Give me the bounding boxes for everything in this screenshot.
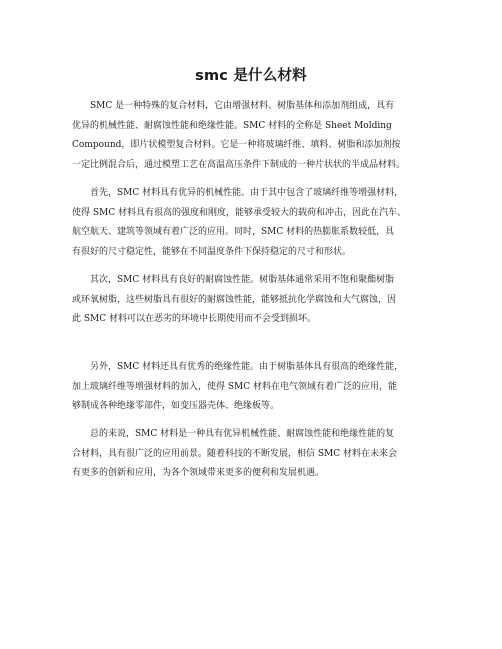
paragraph-line: 有更多的创新和应用，为各个领域带来更多的便利和发展机遇。 [72, 468, 325, 478]
paragraph-line: Compound，即片状模塑复合材料。它是一种将玻璃纤维、填料、树脂和添加剂按 [72, 140, 401, 150]
paragraph-line: 使得 SMC 材料具有很高的强度和刚度，能够承受较大的载荷和冲击，因此在汽车、 [72, 207, 406, 218]
paragraph-line: 航空航天、建筑等领域有着广泛的应用。同时，SMC 材料的热膨胀系数较低，具 [72, 227, 395, 237]
paragraph-line: 首先，SMC 材料具有优异的机械性能。由于其中包含了玻璃纤维等增强材料， [90, 188, 404, 198]
document-title: smc 是什么材料 [195, 68, 307, 84]
paragraph-line: 总的来说，SMC 材料是一种具有优异机械性能、耐腐蚀性能和绝缘性能的复 [90, 429, 395, 439]
paragraph-5 [72, 425, 448, 484]
paragraph-line: 够制成各种绝缘零部件，如变压器壳体、绝缘板等。 [72, 401, 280, 411]
paragraph-line: 加上玻璃纤维等增强材料的加入，使得 SMC 材料在电气领域有着广泛的应用，能 [72, 381, 397, 392]
paragraph-1 [72, 97, 448, 175]
paragraph-line: 优异的机械性能、耐腐蚀性能和绝缘性能。SMC 材料的全称是 Sheet Molding [72, 120, 392, 131]
paragraph-3 [72, 271, 448, 330]
paragraph-line: 或环氧树脂，这些树脂具有很好的耐腐蚀性能，能够抵抗化学腐蚀和大气腐蚀，因 [72, 294, 397, 305]
paragraph-2 [72, 184, 448, 262]
paragraph-line: 合材料，具有很广泛的应用前景。随着科技的不断发展，相信 SMC 材料在未来会 [72, 448, 397, 459]
paragraph-4 [72, 358, 448, 417]
paragraph-line: SMC 是一种特殊的复合材料，它由增强材料、树脂基体和添加剂组成，具有 [90, 101, 395, 111]
paragraph-line: 其次，SMC 材料具有良好的耐腐蚀性能。树脂基体通常采用不饱和聚酯树脂 [90, 275, 395, 285]
paragraph-line: 一定比例混合后，通过模塑工艺在高温高压条件下制成的一种片状状的半成品材料。 [72, 159, 406, 170]
paragraph-line: 此 SMC 材料可以在恶劣的环境中长期使用而不会受到损坏。 [72, 314, 316, 324]
paragraph-line: 有很好的尺寸稳定性，能够在不同温度条件下保持稳定的尺寸和形状。 [72, 246, 352, 257]
paragraph-line: 另外，SMC 材料还具有优秀的绝缘性能。由于树脂基体具有很高的绝缘性能， [90, 362, 404, 372]
